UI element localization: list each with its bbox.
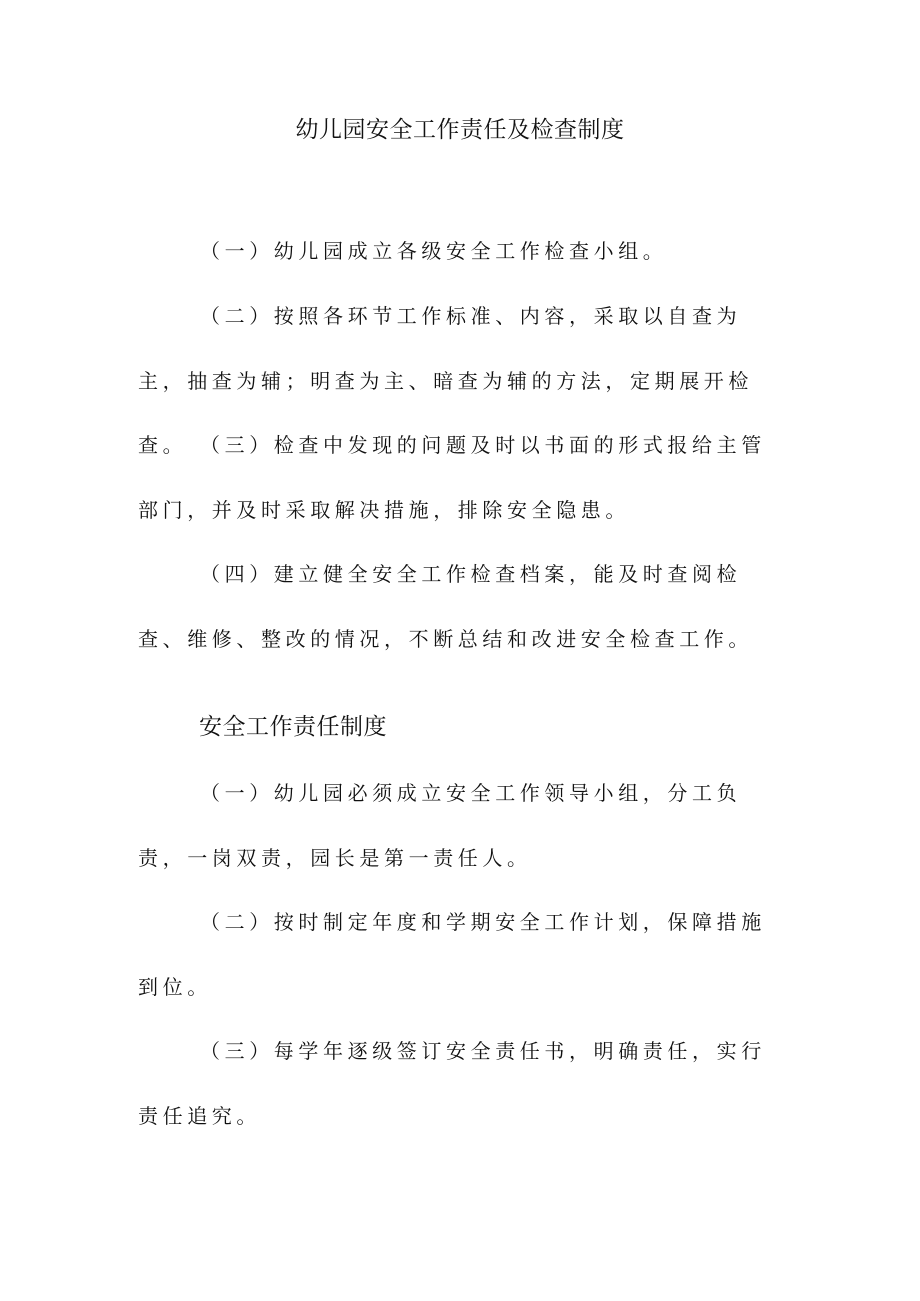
paragraph-check-1: （一）幼儿园成立各级安全工作检查小组。 xyxy=(200,239,668,263)
paragraph-check-3: （三）检查中发现的问题及时以书面的形式报给主管部门，并及时采取解决措施，排除安全隐患。 xyxy=(138,433,766,522)
document-title: 幼儿园安全工作责任及检查制度 xyxy=(295,117,625,143)
section-heading: 安全工作责任制度 xyxy=(199,714,387,740)
paragraph-check-4: （四）建立健全安全工作检查档案，能及时查阅检查、维修、整改的情况，不断总结和改进安全检查工作。 xyxy=(138,562,753,651)
paragraph-responsibility-3: （三）每学年逐级签订安全责任书，明确责任，实行责任追究。 xyxy=(138,1039,766,1128)
paragraph-check-2: （二）按照各环节工作标准、内容，采取以自查为主，抽查为辅；明查为主、暗查为辅的方法，定期展开检查。 xyxy=(138,304,753,457)
paragraph-responsibility-1: （一）幼儿园必须成立安全工作领导小组，分工负责，一岗双责，园长是第一责任人。 xyxy=(138,781,742,870)
paragraph-responsibility-2: （二）按时制定年度和学期安全工作计划，保障措施到位。 xyxy=(138,910,766,999)
